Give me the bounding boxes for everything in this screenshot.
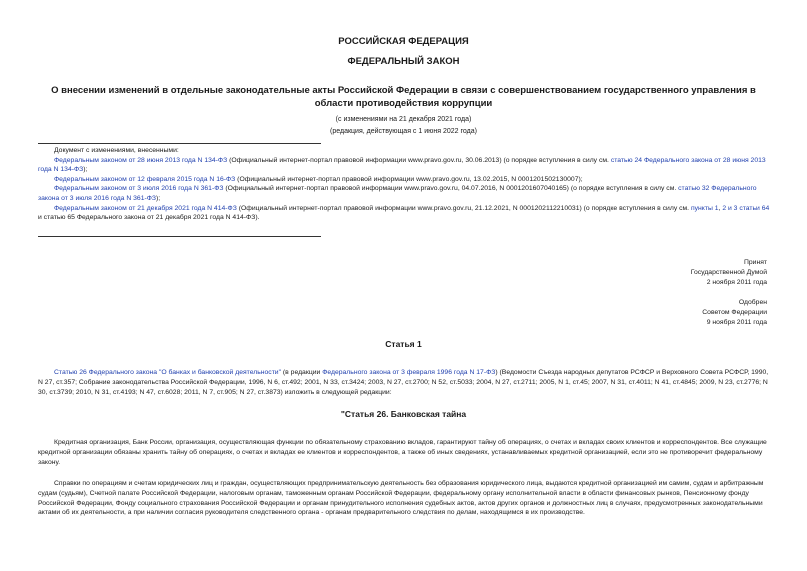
- law-edition-link[interactable]: Федерального закона от 3 февраля 1996 года N 17-ФЗ: [322, 369, 496, 376]
- change-entry-link-2[interactable]: 2 и 3 статьи 64: [722, 204, 770, 212]
- change-link[interactable]: Федеральным законом от 12 февраля 2015 года N 16-ФЗ: [54, 175, 236, 183]
- country-heading: РОССИЙСКАЯ ФЕДЕРАЦИЯ: [338, 36, 469, 47]
- edition-changes: (с изменениями на 21 декабря 2021 года): [335, 116, 472, 123]
- change-entry-link[interactable]: пункты 1: [690, 204, 719, 212]
- accepted-label: Принят: [743, 259, 767, 266]
- approved-date: 9 ноября 2011 года: [706, 319, 767, 326]
- change-item: Федеральным законом от 28 июня 2013 года N 134-ФЗ (Официальный интернет-портал правовой информации www.pravo.gov.ru, 30.06.2013) (о порядке вступления в силу см. статью 24 Федерального закона от 28 июня 2013 года N 134-ФЗ);: [38, 156, 766, 174]
- changes-block: [38, 146, 773, 223]
- article-1-heading: Статья 1: [385, 339, 422, 349]
- approved-label: Одобрен: [738, 299, 767, 306]
- change-item: Федеральным законом от 21 декабря 2021 года N 414-ФЗ (Официальный интернет-портал правовой информации www.pravo.gov.ru, 21.12.2021, N 0001202112210031) (о порядке вступления в силу см. пункты 1, 2 и 3 статьи 64 и статью 65 Федерального закона от 21 декабря 2021 года N 414-ФЗ).: [38, 204, 770, 222]
- document-title: О внесении изменений в отдельные законодательные акты Российской Федерации в связи с совершенствованием государственного управления в области противодействия коррупции: [51, 85, 756, 109]
- article-1-text: Статью 26 Федерального закона "О банках и банковской деятельности" (в редакции Федерального закона от 3 февраля 1996 года N 17-ФЗ) (Ведомости Съезда народных депутатов РСФСР и Верховного Совета РСФСР, 1990, N 27, ст.357; Собрание законодательства Российской Федерации, 1996, N 6, ст.492; 2001, N 33, ст.3424; 2003, N 27, ст.2700; N 52, ст.5033; 2004, N 27, ст.2711; 2005, N 1, ст.45; 2007, N 31, ст.4011; N 41, ст.4845; 2009, N 23, ст.2776; N 30, ст.3739; 2010, N 31, ст.4193; N 47, ст.6028; 2011, N 7, ст.905; N 27, ст.3873) изложить в следующей редакции:: [38, 369, 769, 396]
- divider-bottom: [38, 236, 321, 237]
- divider-top: [38, 143, 321, 144]
- approved-by: Советом Федерации: [702, 309, 767, 316]
- edition-current: (редакция, действующая с 1 июня 2022 года): [330, 128, 477, 135]
- change-link[interactable]: Федеральным законом от 3 июля 2016 года N 361-ФЗ: [54, 185, 224, 193]
- change-link[interactable]: Федеральным законом от 28 июня 2013 года N 134-ФЗ: [54, 156, 228, 164]
- article-26-paragraph-1: Кредитная организация, Банк России, организация, осуществляющая функции по обязательному страхованию вкладов, гарантируют тайну об операциях, о счетах и вкладах своих клиентов и корреспондентов. Все служащие кредитной организации обязаны хранить тайну об операциях, о счетах и вкладах ее клиентов и корреспондентов, а также об иных сведениях, устанавливаемых кредитной организацией, если это не противоречит федеральному закону.: [38, 439, 767, 466]
- law-link[interactable]: Статью 26 Федерального закона "О банках и банковской деятельности": [54, 369, 282, 376]
- change-item: Федеральным законом от 3 июля 2016 года N 361-ФЗ (Официальный интернет-портал правовой информации www.pravo.gov.ru, 04.07.2016, N 0001201607040165) (о порядке вступления в силу см. статью 32 Федерального закона от 3 июля 2016 года N 361-ФЗ);: [38, 185, 757, 202]
- article-26-paragraph-2: Справки по операциям и счетам юридических лиц и граждан, осуществляющих предпринимательскую деятельность без образования юридического лица, выдаются кредитной организацией им самим, судам и арбитражным судам (судьям), Счетной палате Российской Федерации, налоговым органам, таможенным органам Российской Федерации, федеральному органу исполнительной власти в области финансовых рынков, Пенсионному фонду Российской Федерации, Фонду социального страхования Российской Федерации и органам принудительного исполнения судебных актов, актов других органов и должностных лиц в случаях, предусмотренных законодательными актами об их деятельности, а при наличии согласия руководителя следственного органа - органам предварительного следствия по делам, находящимся в их производстве.: [38, 480, 764, 517]
- approved-block: [567, 298, 767, 328]
- change-entry-link[interactable]: статью 24 Федерального закона от 28 июня 2013 года N 134-ФЗ: [38, 156, 766, 174]
- change-entry-link[interactable]: статью 32 Федерального закона от 3 июля 2016 года N 361-ФЗ: [38, 185, 757, 202]
- accepted-by: Государственной Думой: [690, 269, 767, 276]
- change-link[interactable]: Федеральным законом от 21 декабря 2021 года N 414-ФЗ: [54, 204, 237, 212]
- change-item: Федеральным законом от 12 февраля 2015 года N 16-ФЗ (Официальный интернет-портал правовой информации www.pravo.gov.ru, 13.02.2015, N 0001201502130007);: [54, 175, 583, 183]
- doc-type-heading: ФЕДЕРАЛЬНЫЙ ЗАКОН: [347, 56, 460, 67]
- accepted-date: 2 ноября 2011 года: [706, 279, 767, 286]
- accepted-block: [567, 258, 767, 288]
- changes-header: Документ с изменениями, внесенными:: [54, 147, 179, 154]
- article-26-heading: "Статья 26. Банковская тайна: [340, 409, 467, 419]
